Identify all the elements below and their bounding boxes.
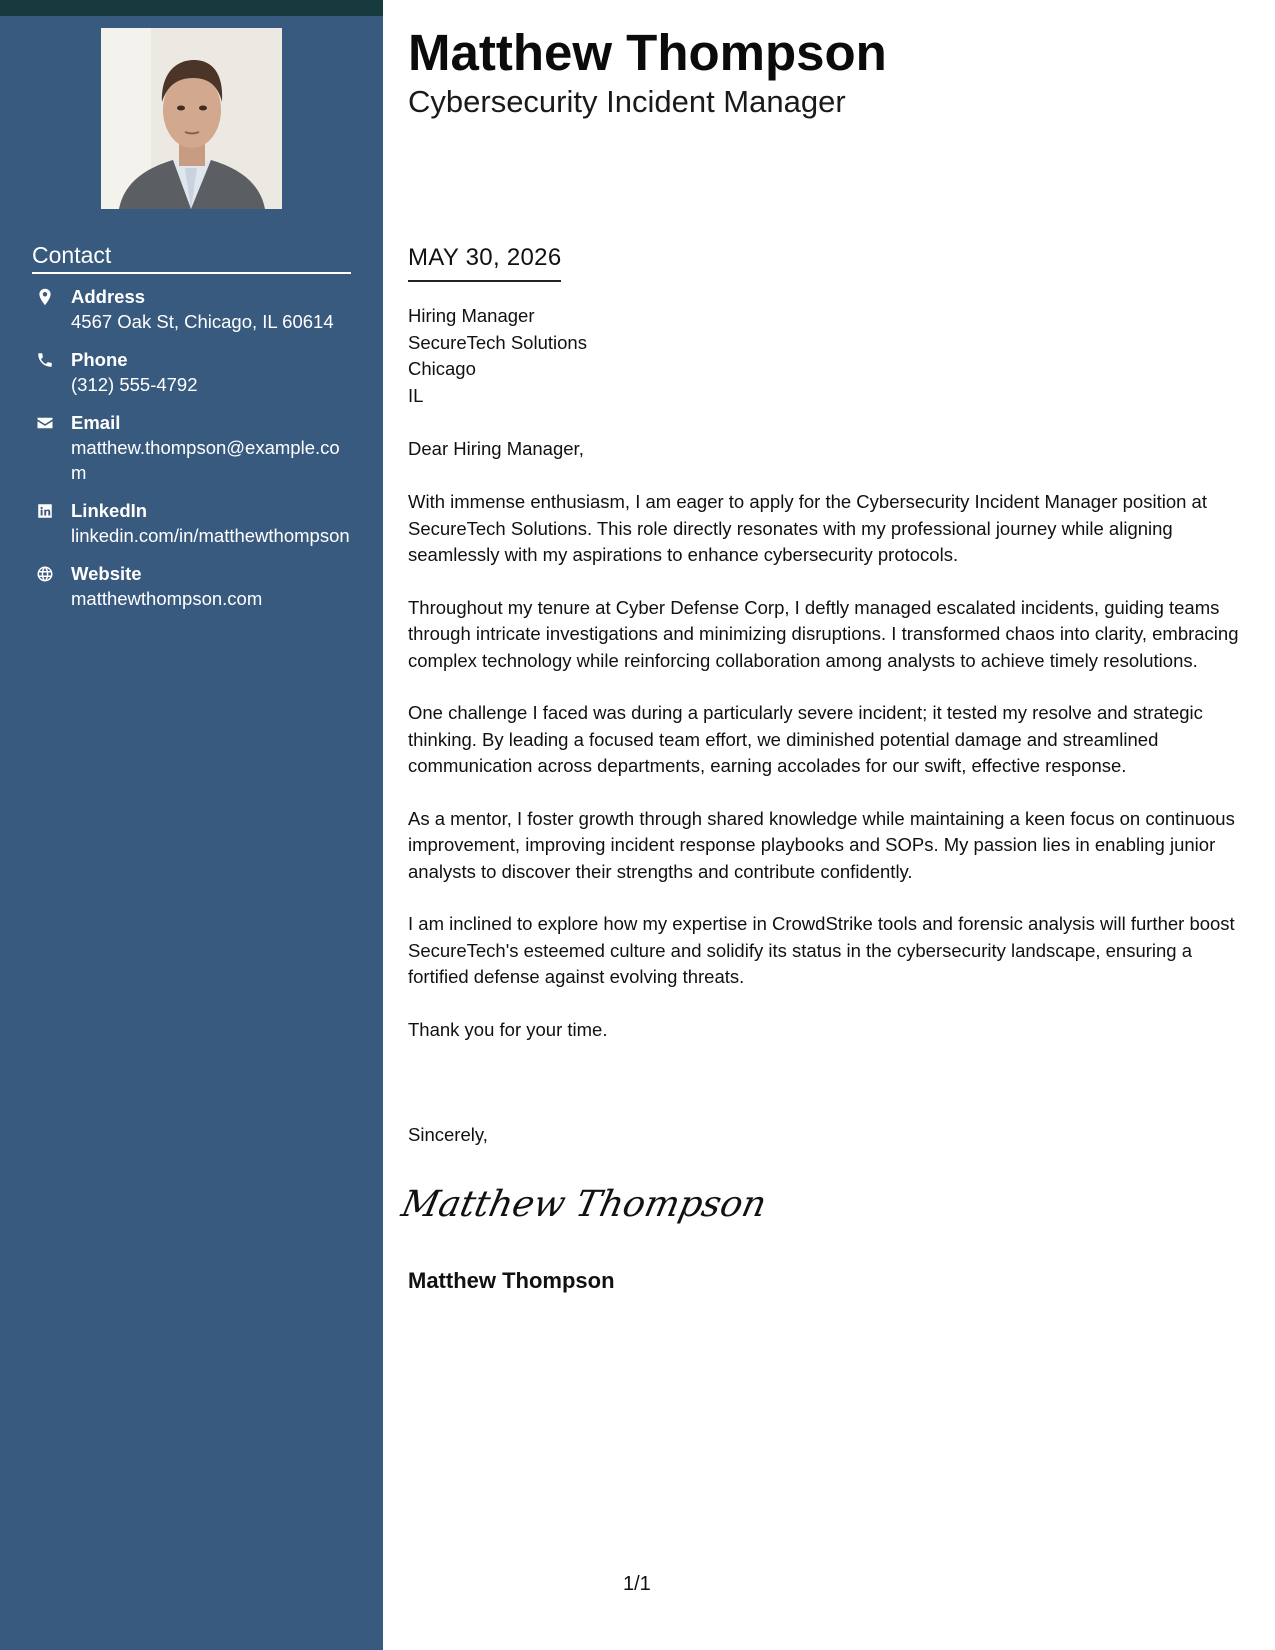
body-paragraph: Throughout my tenure at Cyber Defense Corp, I deftly managed escalated incidents, guiding teams through intricate investigations and minimizing disruptions. I transformed chaos into clarity, embracing complex technology while reinforcing collaboration among analysts to achieve timely resolutions. — [408, 596, 1239, 671]
contact-item-linkedin — [32, 498, 352, 548]
body-paragraph: As a mentor, I foster growth through shared knowledge while maintaining a keen focus on continuous improvement, improving incident response playbooks and SOPs. My passion lies in enabling junior analysts to discover their strengths and contribute confidently. — [408, 807, 1235, 882]
contact-label-website: Website — [71, 563, 142, 584]
letter-body — [408, 489, 1248, 1069]
recipient-block — [408, 303, 587, 409]
recipient-line: Chicago — [408, 358, 476, 379]
letter-date: MAY 30, 2026 — [408, 242, 561, 282]
avatar — [101, 28, 282, 209]
globe-icon — [35, 564, 55, 584]
salutation: Dear Hiring Manager, — [408, 438, 584, 459]
contact-label-phone: Phone — [71, 349, 128, 370]
body-paragraph: With immense enthusiasm, I am eager to apply for the Cybersecurity Incident Manager position at SecureTech Solutions. This role directly resonates with my professional journey while aligning seamlessly with my aspirations to enhance cybersecurity protocols. — [408, 491, 1207, 565]
phone-icon — [35, 350, 55, 370]
contact-item-phone — [32, 347, 352, 397]
body-paragraph: Thank you for your time. — [408, 1018, 608, 1040]
page-title: Matthew Thompson — [408, 24, 887, 81]
body-paragraph: I am inclined to explore how my expertise in CrowdStrike tools and forensic analysis will further boost SecureTech's esteemed culture and solidify its status in the cybersecurity landscape, ensuring a fortified defense against evolving threats. — [408, 913, 1235, 987]
contact-item-email — [32, 410, 352, 485]
page-number: 1/1 — [623, 1573, 651, 1595]
contact-value-phone: (312) 555-4792 — [71, 374, 198, 395]
envelope-icon — [35, 413, 55, 433]
contact-value-website: matthewthompson.com — [71, 588, 263, 609]
recipient-line: SecureTech Solutions — [408, 331, 587, 353]
contact-label-linkedin: LinkedIn — [71, 500, 148, 521]
contact-value-email: matthew.thompson@example.com — [71, 437, 340, 483]
signature-text: Matthew Thompson — [398, 1182, 771, 1225]
contact-item-address — [32, 284, 352, 334]
contact-value-linkedin: linkedin.com/in/matthewthompson — [71, 525, 350, 546]
recipient-line: IL — [408, 384, 424, 406]
linkedin-icon — [35, 501, 55, 521]
contact-item-website — [32, 561, 352, 611]
body-paragraph: One challenge I faced was during a particularly severe incident; it tested my resolve and strategic thinking. By leading a focused team effort, we diminished potential damage and streamlined communication across departments, earning accolades for our swift, effective response. — [408, 702, 1203, 776]
contact-label-email: Email — [71, 412, 121, 433]
map-pin-icon — [35, 287, 55, 307]
contact-value-address: 4567 Oak St, Chicago, IL 60614 — [71, 311, 334, 332]
contact-list — [32, 284, 352, 624]
avatar-portrait — [101, 28, 282, 209]
handwritten-signature — [398, 1178, 771, 1230]
sidebar-top-bar — [0, 0, 383, 16]
recipient-line: Hiring Manager — [408, 305, 535, 326]
sidebar — [0, 0, 383, 1650]
closing: Sincerely, — [408, 1124, 488, 1145]
job-title: Cybersecurity Incident Manager — [408, 84, 846, 119]
contact-heading: Contact — [32, 240, 351, 274]
contact-label-address: Address — [71, 286, 146, 307]
signer-name: Matthew Thompson — [408, 1268, 615, 1293]
